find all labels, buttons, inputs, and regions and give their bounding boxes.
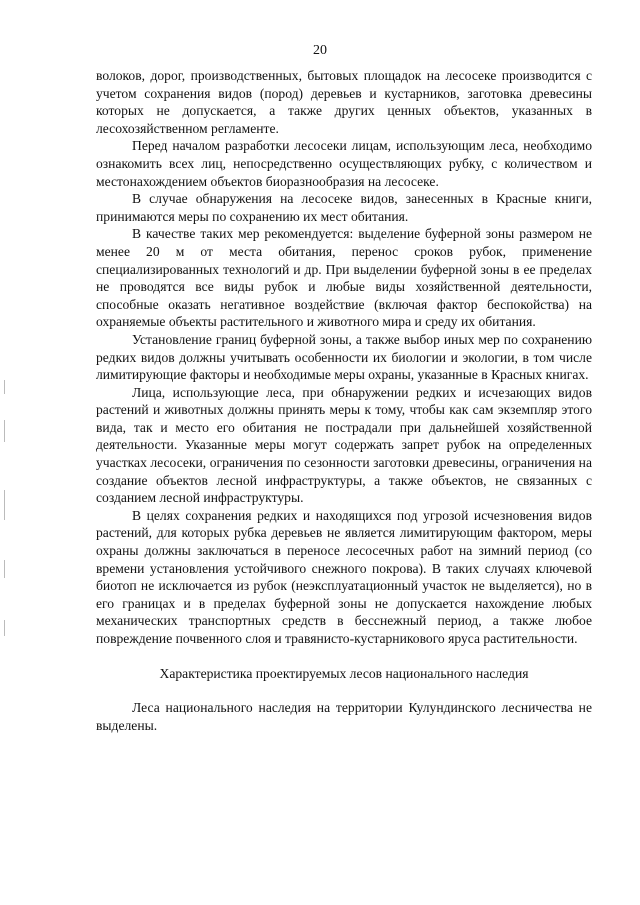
paragraph: В качестве таких мер рекомендуется: выделение буферной зоны размером не менее 20 м от места обитания, перенос сроков рубок, применение специализированных технологий и др. При выделении буферной зоны в ее пределах не проводятся все виды рубок и любые виды хозяйственной деятельности, способные оказать негативное воздействие (включая фактор беспокойства) на охраняемые объекты растительного и животного мира и среду их обитания.	[96, 226, 592, 330]
paragraph: Перед началом разработки лесосеки лицам, использующим леса, необходимо ознакомить всех лиц, непосредственно осуществляющих рубку, с количеством и местонахождением объектов биоразнообразия на лесосеке.	[96, 138, 592, 189]
scan-margin-marks	[4, 380, 8, 640]
section-heading: Характеристика проектируемых лесов национального наследия	[159, 665, 529, 681]
paragraph: В случае обнаружения на лесосеке видов, занесенных в Красные книги, принимаются меры по сохранению их мест обитания.	[96, 191, 592, 224]
paragraph: В целях сохранения редких и находящихся под угрозой исчезновения видов растений, для которых рубка деревьев не является лимитирующим фактором, меры охраны должны заключаться в переносе лесосечных работ на зимний период (со времени установления устойчивого снежного покрова). В таких случаях ключевой биотоп не исключается из рубок (неэксплуатационный участок не выделяется), но в его границах и в пределах буферной зоны не допускается нахождение любых механических транспортных средств в бесснежный период, а также любое повреждение почвенного слоя и травянисто-кустарникового яруса растительности.	[96, 507, 592, 646]
section-paragraph: Леса национального наследия на территории Кулундинского лесничества не выделены.	[96, 700, 592, 733]
document-body	[96, 67, 592, 734]
page-number: 20	[313, 43, 327, 58]
paragraph: Установление границ буферной зоны, а также выбор иных мер по сохранению редких видов должны учитывать особенности их биологии и экологии, в том числе лимитирующие факторы и необходимые меры охраны, указанные в Красных книгах.	[96, 331, 592, 383]
paragraph: Лица, использующие леса, при обнаружении редких и исчезающих видов растений и животных должны принять меры к тому, чтобы как сам экземпляр этого вида, так и место его обитания не пострадали при дальнейшей хозяйственной деятельности. Указанные меры могут содержать запрет рубок на определенных участках лесосеки, ограничения по сезонности заготовки древесины, ограничения на создание объектов лесной инфраструктуры, а также объектов, не связанных с созданием лесной инфраструктуры.	[96, 384, 592, 506]
paragraph: волоков, дорог, производственных, бытовых площадок на лесосеке производится с учетом сохранения видов (пород) деревьев и кустарников, заготовка древесины которых не допускается, а также других ценных объектов, указанных в лесохозяйственном регламенте.	[96, 68, 592, 136]
